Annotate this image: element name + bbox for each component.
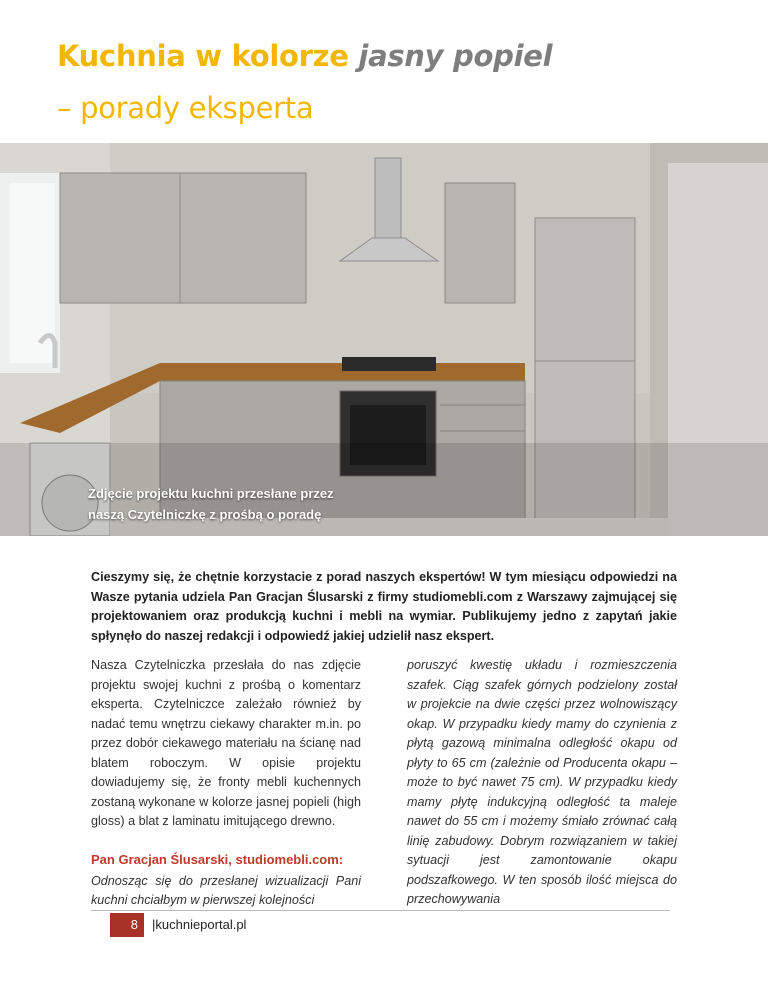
right-column xyxy=(407,656,677,910)
kitchen-illustration xyxy=(0,143,768,536)
page-number: 8 xyxy=(110,913,144,937)
title-color-name: jasny popiel xyxy=(358,39,553,73)
kitchen-photo xyxy=(0,143,768,536)
footer-divider xyxy=(91,910,670,911)
caption-line-2: naszą Czytelniczkę z prośbą o poradę xyxy=(88,507,322,522)
article-title xyxy=(57,30,737,134)
footer-site-link[interactable]: |kuchnieportal.pl xyxy=(152,917,247,932)
left-column xyxy=(91,656,361,911)
expert-heading: Pan Gracjan Ślusarski, studiomebli.com: xyxy=(91,851,344,867)
caption-line-1: Zdjęcie projektu kuchni przesłane przez xyxy=(88,486,334,501)
answer-continued: poruszyć kwestię układu i rozmieszczenia szafek. Ciąg szafek górnych podzielony został w projekcie na dwie części przez wolnowiszący okap. W przypadku kiedy mamy do czynienia z płytą gazową minimalna odległość okapu od płyty to 65 cm (zależnie od Producenta okapu – może to być nawet 75 cm). W przypadku kiedy mamy płytę indukcyjną odległość ta maleje nawet do 55 cm i możemy śmiało zrównać całą linię zabudowy. Dobrym rozwiązaniem w takiej sytuacji jest zamontowanie okapu podszafkowego. W ten sposób ilość miejsca do przechowywania xyxy=(407,658,677,906)
intro-paragraph: Nasza Czytelniczka przesłała do nas zdjęcie projektu swojej kuchni z prośbą o komentarz eksperta. Czytelniczce zależało również by nadać temu wnętrzu ciekawy charakter m.in. po przez dobór ciekawego materiału na ścianę nad blatem roboczym. W opisie projektu dowiadujemy się, że fronty mebli kuchennych zostaną wykonane w kolorze jasnej popieli (high gloss) a blat z laminatu imitującego drewno. xyxy=(91,658,361,828)
title-subtitle: – porady eksperta xyxy=(57,91,314,125)
title-main: Kuchnia w kolorze xyxy=(57,39,359,73)
lead-paragraph: Cieszymy się, że chętnie korzystacie z porad naszych ekspertów! W tym miesiącu odpowiedzi na Wasze pytania udziela Pan Gracjan Ślusarski z firmy studiomebli.com z Warszawy zajmującej się projektowaniem oraz produkcją kuchni i mebli na wymiar. Publikujemy jedno z zapytań jakie spłynęło do naszej redakcji i odpowiedź jakiej udzielił nasz ekspert. xyxy=(91,570,677,643)
photo-caption xyxy=(88,483,408,525)
answer-start: Odnosząc się do przesłanej wizualizacji Pani kuchni chciałbym w pierwszej kolejności xyxy=(91,873,361,907)
